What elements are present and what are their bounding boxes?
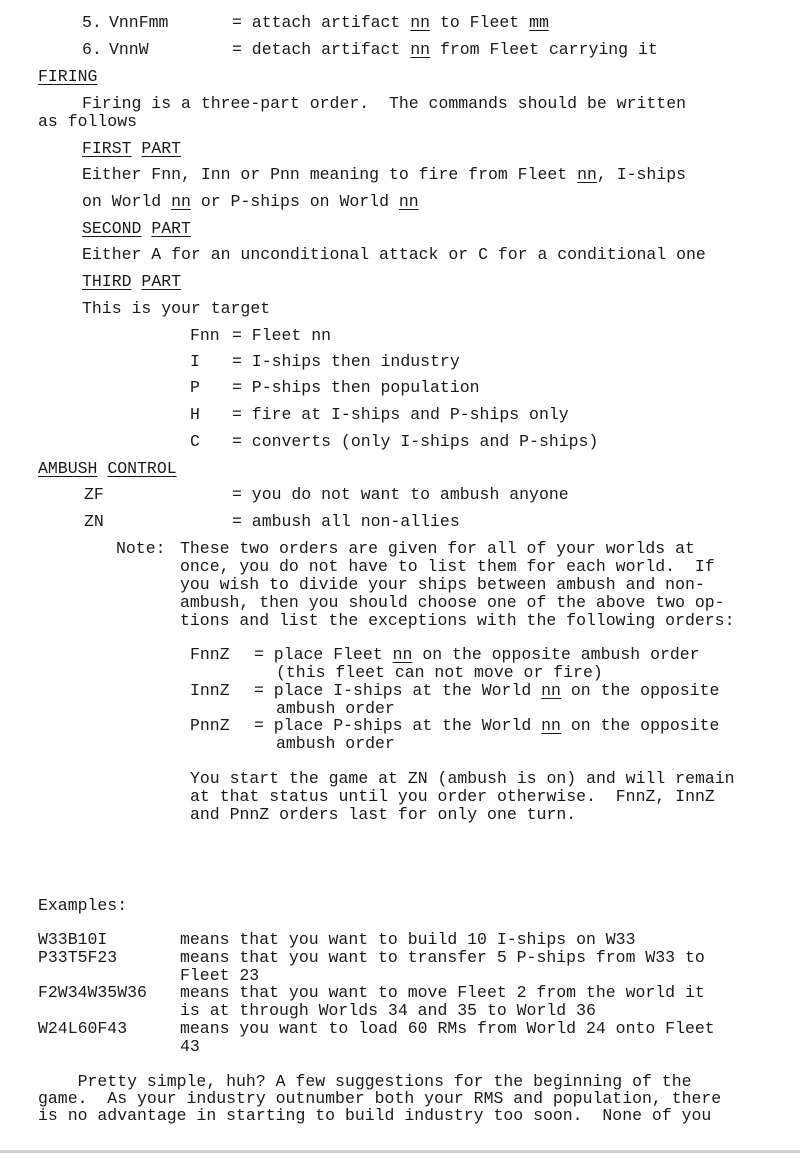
target-meaning: = P-ships then population xyxy=(232,378,480,397)
example-code: F2W34W35W36 xyxy=(38,983,147,1002)
third-part-text: This is your target xyxy=(82,299,271,318)
zf-code: ZF xyxy=(84,485,104,504)
order-code: VnnW xyxy=(109,40,149,59)
second-part-text: Either A for an unconditional attack or C for a conditional one xyxy=(82,245,706,264)
exception-meaning: = place P-ships at the World nn on the opposite xyxy=(254,716,720,735)
target-code: I xyxy=(190,352,200,371)
note-line: ambush, then you should choose one of the above two op- xyxy=(180,593,725,612)
first-part-text-1: Either Fnn, Inn or Pnn meaning to fire from Fleet nn, I-ships xyxy=(82,165,687,184)
firing-intro-line-1: Firing is a three-part order. The commands should be written xyxy=(82,94,686,113)
target-code: P xyxy=(190,378,200,397)
example-text: means that you want to move Fleet 2 from the world it xyxy=(180,983,705,1002)
examples-heading: Examples: xyxy=(38,896,128,915)
target-code: Fnn xyxy=(190,326,220,345)
first-part-text-2: on World nn or P-ships on World nn xyxy=(82,192,419,211)
example-text: means that you want to build 10 I-ships on W33 xyxy=(180,930,636,949)
closing-line: game. As your industry outnumber both your RMS and population, there xyxy=(38,1089,722,1108)
status-line: at that status until you order otherwise. FnnZ, InnZ xyxy=(190,787,715,806)
order-code: VnnFmm xyxy=(109,13,169,32)
target-code: H xyxy=(190,405,200,424)
note-line: once, you do not have to list them for each world. If xyxy=(180,557,715,576)
exception-meaning-cont: ambush order xyxy=(276,734,395,753)
target-meaning: = fire at I-ships and P-ships only xyxy=(232,405,569,424)
exception-meaning-cont: (this fleet can not move or fire) xyxy=(276,663,603,682)
example-text: means you want to load 60 RMs from World 24 onto Fleet xyxy=(180,1019,715,1038)
ambush-heading: AMBUSH CONTROL xyxy=(38,459,177,478)
order-description: = detach artifact nn from Fleet carrying it xyxy=(232,40,658,59)
note-line: These two orders are given for all of your worlds at xyxy=(180,539,695,558)
example-code: W33B10I xyxy=(38,930,108,949)
example-code: P33T5F23 xyxy=(38,948,118,967)
first-part-heading: FIRST PART xyxy=(82,139,182,158)
note-line: tions and list the exceptions with the following orders: xyxy=(180,611,735,630)
firing-intro-line-2: as follows xyxy=(38,112,138,131)
zn-code: ZN xyxy=(84,512,104,531)
status-line: and PnnZ orders last for only one turn. xyxy=(190,805,577,824)
third-part-heading: THIRD PART xyxy=(82,272,182,291)
order-number: 6. xyxy=(82,40,102,59)
zn-meaning: = ambush all non-allies xyxy=(232,512,460,531)
page-edge-shadow xyxy=(0,1150,800,1153)
second-part-heading: SECOND PART xyxy=(82,219,191,238)
example-text: Fleet 23 xyxy=(180,966,260,985)
exception-meaning: = place Fleet nn on the opposite ambush order xyxy=(254,645,700,664)
note-line: you wish to divide your ships between ambush and non- xyxy=(180,575,705,594)
note-label: Note: xyxy=(116,539,166,558)
exception-meaning: = place I-ships at the World nn on the opposite xyxy=(254,681,720,700)
target-meaning: = Fleet nn xyxy=(232,326,332,345)
exception-code: PnnZ xyxy=(190,716,230,735)
exception-meaning-cont: ambush order xyxy=(276,699,395,718)
closing-line: Pretty simple, huh? A few suggestions for the beginning of the xyxy=(38,1072,692,1091)
order-number: 5. xyxy=(82,13,102,32)
status-line: You start the game at ZN (ambush is on) and will remain xyxy=(190,769,735,788)
target-meaning: = converts (only I-ships and P-ships) xyxy=(232,432,599,451)
example-text: 43 xyxy=(180,1037,200,1056)
firing-heading: FIRING xyxy=(38,67,98,86)
target-code: C xyxy=(190,432,200,451)
zf-meaning: = you do not want to ambush anyone xyxy=(232,485,569,504)
order-description: = attach artifact nn to Fleet mm xyxy=(232,13,549,32)
target-meaning: = I-ships then industry xyxy=(232,352,460,371)
example-code: W24L60F43 xyxy=(38,1019,128,1038)
example-text: is at through Worlds 34 and 35 to World 36 xyxy=(180,1001,596,1020)
exception-code: FnnZ xyxy=(190,645,230,664)
closing-line: is no advantage in starting to build industry too soon. None of you xyxy=(38,1106,712,1125)
example-text: means that you want to transfer 5 P-ships from W33 to xyxy=(180,948,705,967)
exception-code: InnZ xyxy=(190,681,230,700)
